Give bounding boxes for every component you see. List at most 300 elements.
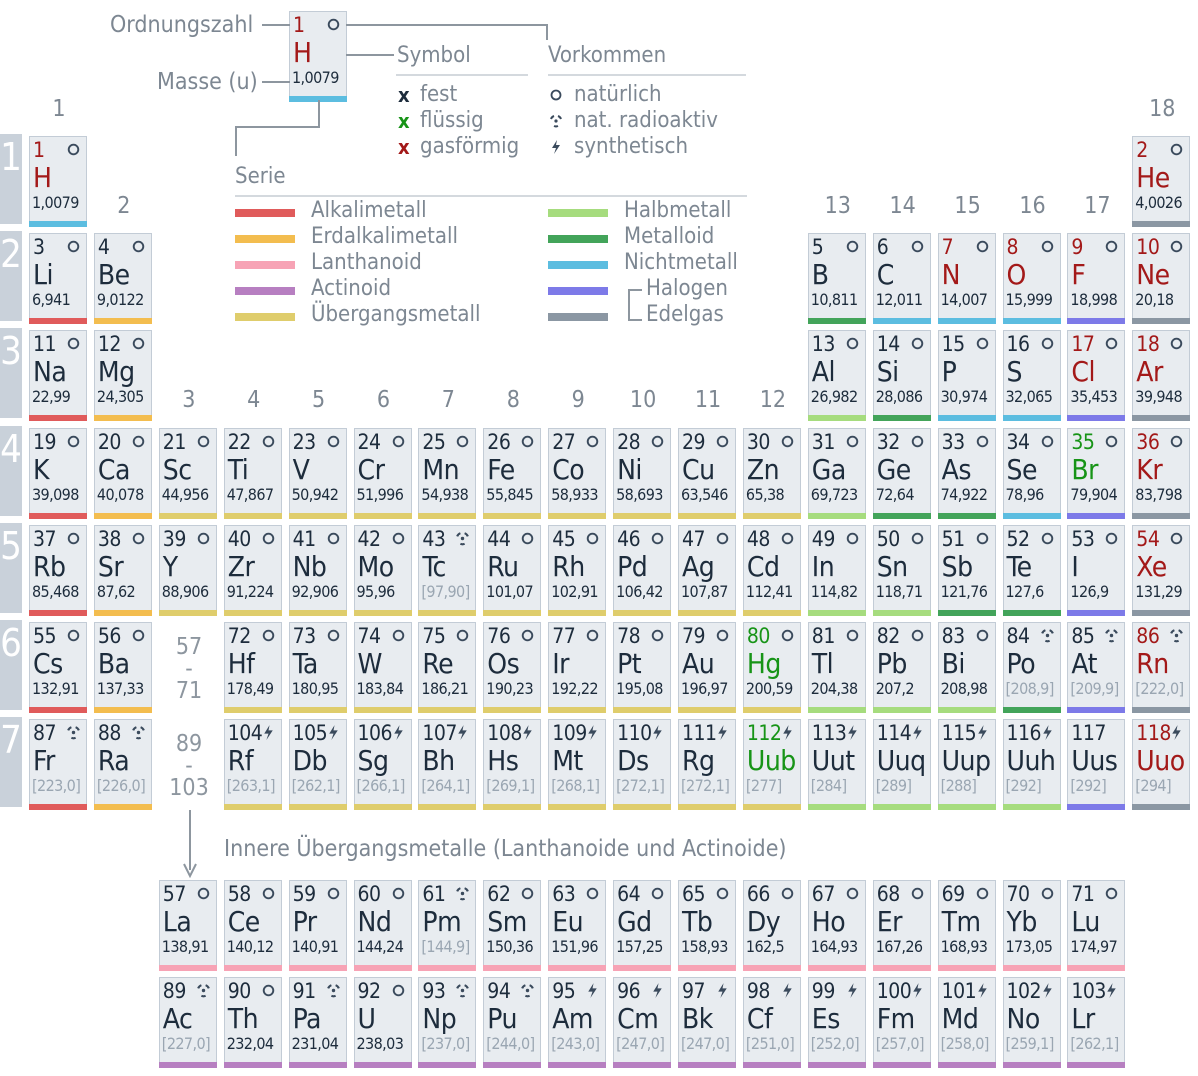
series-label-halogen: Halogen [646, 276, 728, 301]
group-label: 14 [889, 193, 916, 219]
element-cell-au [678, 622, 736, 708]
series-bar [1132, 707, 1190, 713]
element-symbol: Mt [552, 744, 583, 778]
lightning-icon [779, 724, 796, 741]
circle-icon [65, 433, 82, 450]
series-bar [418, 804, 476, 810]
series-bar [354, 610, 412, 616]
series-bar [29, 415, 87, 421]
element-symbol: Ge [876, 452, 911, 486]
atomic-number: 46 [617, 526, 641, 551]
element-cell-md [938, 977, 996, 1063]
series-bar [94, 318, 152, 324]
atomic-number: 63 [552, 882, 576, 906]
atomic-number: 72 [227, 624, 251, 648]
atomic-mass: 1,0079 [32, 193, 79, 212]
element-symbol: Os [487, 647, 520, 680]
atomic-mass: 30,974 [940, 387, 988, 407]
element-cell-ac [159, 977, 217, 1063]
circle-icon [390, 433, 407, 450]
atomic-mass: 39,098 [32, 484, 79, 504]
atomic-mass: 173,05 [1005, 937, 1053, 956]
atomic-mass: 55,845 [486, 484, 534, 504]
period-label: 2 [0, 231, 22, 321]
circle-icon [65, 141, 82, 158]
atomic-mass: 101,07 [486, 581, 534, 601]
element-symbol: Bk [682, 1002, 713, 1035]
connector-line [346, 24, 548, 26]
atomic-number: 10 [1136, 235, 1160, 260]
element-symbol: Rf [227, 744, 254, 778]
atomic-number: 49 [811, 526, 835, 551]
circle-icon [909, 885, 926, 902]
series-swatch-actinide [235, 287, 295, 295]
atomic-number: 35 [1071, 429, 1095, 454]
element-cell-c [873, 233, 931, 319]
element-symbol: Zr [227, 549, 255, 583]
circle-icon [1039, 335, 1056, 352]
lightning-icon [548, 139, 564, 155]
atomic-number: 89 [162, 979, 186, 1003]
element-cell-os [483, 622, 541, 708]
circle-icon [909, 238, 926, 255]
element-symbol: Uuh [1006, 744, 1056, 778]
element-symbol: I [1071, 549, 1079, 583]
actinide-range-start: 89 [175, 731, 203, 757]
connector-line [546, 24, 548, 40]
element-cell-u [354, 977, 412, 1063]
atomic-number: 118 [1136, 721, 1171, 746]
element-cell-gd [613, 880, 671, 966]
circle-icon [325, 16, 342, 33]
series-bar [1067, 318, 1125, 324]
circle-icon [649, 530, 666, 547]
series-bar [613, 1062, 671, 1068]
atomic-mass: 44,956 [161, 484, 209, 504]
element-symbol: Y [162, 549, 178, 583]
legend-ordnungszahl: Ordnungszahl [110, 12, 254, 38]
element-cell-sn [873, 525, 931, 611]
element-symbol: H [33, 161, 52, 194]
atomic-mass: 85,468 [32, 581, 79, 601]
atomic-number: 68 [876, 882, 900, 906]
element-cell-sr [94, 525, 152, 611]
element-cell-be [94, 233, 152, 319]
series-label-metalloid: Metalloid [624, 224, 715, 249]
group-label: 17 [1084, 193, 1111, 219]
circle-icon [390, 885, 407, 902]
atomic-mass: 195,08 [616, 679, 663, 698]
divider [548, 74, 746, 76]
atomic-number: 95 [552, 979, 576, 1003]
series-bar [289, 513, 347, 519]
series-label-nonmetal: Nichtmetall [624, 250, 738, 275]
element-symbol: Tc [422, 549, 446, 583]
circle-icon [390, 530, 407, 547]
atomic-mass: 126,9 [1070, 581, 1109, 601]
circle-icon [649, 627, 666, 644]
atomic-mass: 174,97 [1070, 937, 1118, 956]
atomic-mass: 132,91 [32, 679, 79, 698]
group-label: 6 [376, 387, 391, 413]
atomic-number: 39 [162, 526, 186, 551]
connector-line [235, 126, 237, 156]
series-bar [159, 610, 217, 616]
element-cell-si [873, 330, 931, 416]
element-cell-ca [94, 428, 152, 514]
series-bar [1003, 1062, 1061, 1068]
circle-icon [1039, 530, 1056, 547]
atomic-mass: 208,98 [940, 679, 988, 698]
element-symbol: Ga [811, 452, 846, 486]
element-symbol: Ar [1136, 355, 1163, 389]
element-symbol: Na [33, 355, 67, 389]
series-bar [289, 965, 347, 971]
element-symbol: Be [97, 258, 130, 292]
atomic-number: 116 [1006, 721, 1042, 746]
element-cell-zr [224, 525, 282, 611]
series-swatch-metalloid [548, 235, 608, 243]
atomic-number: 100 [876, 979, 912, 1003]
circle-icon [844, 238, 861, 255]
series-bar [1067, 707, 1125, 713]
element-symbol: Bh [422, 744, 455, 778]
atomic-mass: 18,998 [1070, 290, 1118, 310]
atomic-mass: 238,03 [356, 1034, 404, 1053]
element-cell-uuq [873, 719, 931, 805]
atomic-mass: [227,0] [161, 1034, 211, 1053]
series-label-transition: Übergangsmetall [311, 302, 481, 327]
atomic-mass: [263,1] [226, 776, 275, 796]
atomic-mass: 131,29 [1135, 581, 1183, 601]
element-symbol: Al [811, 355, 836, 389]
element-symbol: As [941, 452, 971, 486]
element-symbol: Db [292, 744, 327, 778]
element-cell-pb [873, 622, 931, 708]
atomic-mass: 232,04 [226, 1034, 274, 1053]
element-cell-w [354, 622, 412, 708]
series-bar [938, 513, 996, 519]
atomic-mass: 140,91 [291, 937, 339, 956]
element-symbol: Cl [1071, 355, 1095, 389]
element-cell-ds [613, 719, 671, 805]
series-bar [94, 707, 152, 713]
element-symbol: Uut [811, 744, 855, 778]
atomic-mass: 39,948 [1135, 387, 1183, 407]
series-bar [289, 610, 347, 616]
atomic-number: 66 [746, 882, 770, 906]
element-cell-pa [289, 977, 347, 1063]
element-symbol: Ag [682, 549, 715, 583]
element-cell-al [808, 330, 866, 416]
circle-icon [714, 433, 731, 450]
atomic-number: 58 [227, 882, 251, 906]
element-symbol: Eu [552, 905, 584, 938]
atomic-mass: 4,0026 [1135, 193, 1183, 212]
series-bar [29, 221, 87, 227]
radioactive-icon [454, 885, 471, 902]
series-bar [938, 415, 996, 421]
element-cell-cs [29, 622, 87, 708]
group-label: 5 [312, 387, 326, 413]
atomic-number: 6 [876, 235, 889, 260]
circle-icon [390, 982, 407, 999]
circle-icon [909, 335, 926, 352]
element-cell-li [29, 233, 87, 319]
circle-icon [325, 627, 342, 644]
element-cell-tl [808, 622, 866, 708]
circle-icon [1039, 433, 1056, 450]
element-symbol: In [811, 549, 835, 583]
element-symbol: Ra [97, 744, 130, 778]
legend-serie-heading: Serie [235, 164, 286, 189]
circle-icon [779, 530, 796, 547]
atomic-mass: 83,798 [1135, 484, 1183, 504]
series-bar [613, 804, 671, 810]
atomic-number: 109 [552, 721, 587, 746]
connector-line [346, 54, 394, 56]
circle-icon [584, 530, 601, 547]
element-cell-sm [483, 880, 541, 966]
element-symbol: Pu [487, 1002, 517, 1035]
circle-icon [649, 885, 666, 902]
atomic-number: 42 [357, 526, 381, 551]
series-bar [613, 965, 671, 971]
atomic-number: 12 [97, 332, 121, 357]
connector-line [318, 100, 320, 128]
element-symbol: Sr [97, 549, 124, 583]
element-cell-uuh [1003, 719, 1061, 805]
atomic-number: 106 [357, 721, 393, 746]
connector-line [235, 126, 320, 128]
series-bar [1132, 318, 1190, 324]
element-cell-rh [548, 525, 606, 611]
circle-icon [1103, 238, 1120, 255]
element-cell-rb [29, 525, 87, 611]
atomic-number: 70 [1006, 882, 1030, 906]
element-symbol: U [357, 1002, 376, 1035]
circle-icon [130, 433, 147, 450]
element-cell-re [418, 622, 476, 708]
atomic-mass: 78,96 [1005, 484, 1044, 504]
series-bar [873, 1062, 931, 1068]
atomic-number: 51 [941, 526, 965, 551]
atomic-mass: [292] [1070, 776, 1107, 796]
lightning-icon [714, 982, 731, 999]
atomic-number: 37 [33, 526, 57, 551]
series-bar [548, 707, 606, 713]
series-bar [418, 610, 476, 616]
element-symbol: Ir [552, 647, 569, 680]
radioactive-icon [65, 724, 82, 741]
circle-icon [779, 885, 796, 902]
period-label: 6 [0, 620, 22, 710]
series-bar [94, 513, 152, 519]
atomic-mass: 158,93 [681, 937, 728, 956]
halogen-bracket [628, 289, 630, 321]
circle-icon [909, 530, 926, 547]
atomic-number: 115 [941, 721, 977, 746]
series-bar [873, 965, 931, 971]
element-cell-rf [224, 719, 282, 805]
radioactive-icon [548, 113, 564, 129]
lightning-icon [1168, 724, 1185, 741]
series-bar [743, 610, 801, 616]
element-cell-v [289, 428, 347, 514]
element-symbol: Ni [617, 452, 642, 486]
circle-icon [195, 885, 212, 902]
atomic-number: 81 [811, 624, 835, 648]
element-symbol: Sg [357, 744, 389, 778]
circle-icon [1168, 433, 1185, 450]
element-cell-h [29, 136, 87, 222]
atomic-mass: 157,25 [616, 937, 663, 956]
circle-icon [974, 238, 991, 255]
element-cell-no [1003, 977, 1061, 1063]
element-cell-cr [354, 428, 412, 514]
atomic-mass: 231,04 [291, 1034, 339, 1053]
group-label: 16 [1019, 193, 1046, 219]
element-symbol: Cm [617, 1002, 659, 1035]
element-cell-bi [938, 622, 996, 708]
atomic-mass: [222,0] [1135, 679, 1184, 698]
atomic-number: 53 [1071, 526, 1095, 551]
atomic-mass: 72,64 [875, 484, 914, 504]
atomic-mass: [97,90] [421, 581, 470, 601]
series-bar [418, 965, 476, 971]
series-bar [743, 965, 801, 971]
element-symbol: Pb [876, 647, 907, 680]
element-cell-ta [289, 622, 347, 708]
atomic-number: 91 [292, 979, 316, 1003]
element-symbol: Sb [941, 549, 973, 583]
radioactive-icon [519, 982, 536, 999]
atomic-number: 108 [487, 721, 522, 746]
series-bar [743, 513, 801, 519]
series-bar [354, 965, 412, 971]
atomic-mass: [209,9] [1070, 679, 1119, 698]
lightning-icon [844, 982, 861, 999]
atomic-number: 65 [682, 882, 706, 906]
element-symbol: C [876, 258, 894, 292]
group-label: 11 [694, 387, 722, 413]
atomic-number: 93 [422, 979, 446, 1003]
series-bar [289, 707, 347, 713]
series-bar [224, 1062, 282, 1068]
series-bar [1003, 513, 1061, 519]
series-bar [1003, 965, 1061, 971]
element-symbol: Nb [292, 549, 327, 583]
element-symbol: Li [33, 258, 54, 292]
lightning-icon [390, 724, 407, 741]
phase-liquid-marker: x [398, 109, 410, 133]
series-bar [873, 610, 931, 616]
atomic-number: 85 [1071, 624, 1095, 648]
atomic-mass: [223,0] [32, 776, 81, 796]
atomic-mass: 190,23 [486, 679, 534, 698]
circle-icon [195, 433, 212, 450]
lanthanide-range-start: 57 [175, 634, 203, 660]
circle-icon [844, 530, 861, 547]
series-bar [808, 318, 866, 324]
series-bar [938, 1062, 996, 1068]
atomic-mass: 79,904 [1070, 484, 1118, 504]
atomic-number: 19 [33, 429, 57, 454]
series-bar [613, 707, 671, 713]
series-bar [1067, 804, 1125, 810]
atomic-number: 114 [876, 721, 912, 746]
circle-icon [1039, 238, 1056, 255]
element-cell-xe [1132, 525, 1190, 611]
element-cell-sb [938, 525, 996, 611]
element-cell-th [224, 977, 282, 1063]
series-swatch-metalloid_semi [548, 209, 608, 217]
element-symbol: Sn [876, 549, 908, 583]
atomic-number: 25 [422, 429, 446, 454]
atomic-number: 18 [1136, 332, 1160, 357]
element-symbol: Po [1006, 647, 1036, 680]
element-cell-lr [1067, 977, 1125, 1063]
atomic-mass: 51,996 [356, 484, 404, 504]
atomic-number: 13 [811, 332, 835, 357]
element-cell-np [418, 977, 476, 1063]
circle-icon [454, 627, 471, 644]
series-bar [743, 804, 801, 810]
element-symbol: Ac [162, 1002, 193, 1035]
group-label: 1 [52, 96, 66, 122]
element-symbol: He [1136, 161, 1170, 194]
atomic-mass: 121,76 [940, 581, 988, 601]
series-bar [159, 1062, 217, 1068]
series-bar [1067, 1062, 1125, 1068]
circle-icon [584, 885, 601, 902]
group-label: 7 [441, 387, 455, 413]
lightning-icon [649, 724, 666, 741]
lightning-icon [844, 724, 861, 741]
element-cell-cf [743, 977, 801, 1063]
halogen-bracket [628, 289, 642, 291]
circle-icon [130, 335, 147, 352]
element-cell-i [1067, 525, 1125, 611]
series-bar [678, 1062, 736, 1068]
atomic-mass: 138,91 [161, 937, 209, 956]
circle-icon [519, 885, 536, 902]
atomic-number: 16 [1006, 332, 1030, 357]
series-bar [548, 1062, 606, 1068]
atomic-mass: [284] [810, 776, 847, 796]
element-symbol: Si [876, 355, 899, 389]
atomic-mass: [258,0] [940, 1034, 989, 1053]
group-label: 8 [506, 387, 520, 413]
atomic-number: 107 [422, 721, 457, 746]
atomic-number: 102 [1006, 979, 1042, 1003]
circle-icon [1103, 530, 1120, 547]
element-symbol: Fe [487, 452, 515, 486]
atomic-number: 78 [617, 624, 641, 648]
atomic-number: 76 [487, 624, 511, 648]
element-symbol: Ds [617, 744, 649, 778]
element-cell-db [289, 719, 347, 805]
series-bar [808, 415, 866, 421]
element-symbol: Dy [746, 905, 781, 938]
atomic-mass: 65,38 [745, 484, 785, 504]
atomic-number: 23 [292, 429, 316, 454]
atomic-number: 28 [617, 429, 641, 454]
atomic-mass: [259,1] [1005, 1034, 1054, 1053]
phase-gas-marker: x [398, 135, 410, 159]
element-symbol: Ca [97, 452, 130, 486]
series-bar [613, 513, 671, 519]
